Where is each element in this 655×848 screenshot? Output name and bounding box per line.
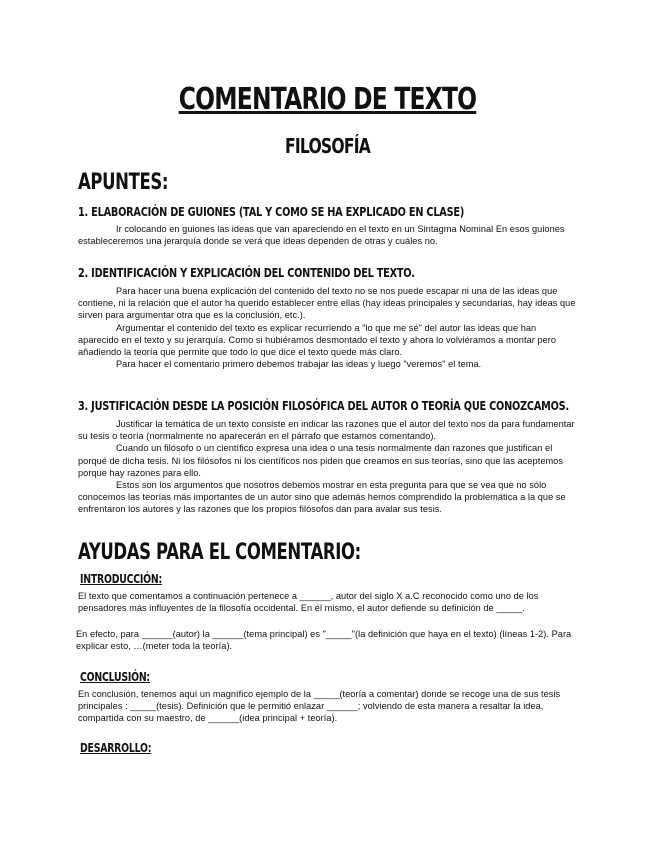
conclusion-paragraph: En conclusión, tenemos aquí un magnífico ejemplo de la _____(teoría a comentar) donde se recoge una de sus tesis principales : _____(tesis). Definición que le permitió enlazar ______; volviendo de esta manera a resaltar la idea, compartida con su maestro, de ______(idea principal + teoría). — [78, 689, 561, 724]
section-1-body — [78, 223, 578, 247]
section-1-paragraph: Ir colocando en guiones las ideas que van apareciendo en el texto en un Sintagma Nominal En esos guiones estableceremos una jerarquía donde se verá que ideas dependen de otras y cuáles no. — [78, 224, 565, 247]
page-title: COMENTARIO DE TEXTO — [178, 82, 477, 117]
section-3-heading: 3. JUSTIFICACIÓN DESDE LA POSICIÓN FILOSÓFICA DEL AUTOR O TEORÍA QUE CONOZCAMOS. — [78, 398, 569, 413]
introduccion-body — [78, 590, 578, 614]
apuntes-heading: APUNTES: — [78, 170, 169, 195]
conclusion-body — [78, 688, 578, 725]
introduccion-paragraph-2: En efecto, para ______(autor) la ______(tema principal) es "_____"(la definición que haya en el texto) (líneas 1-2). Para explicar esto, …(meter toda la teoría). — [76, 629, 572, 652]
section-3-paragraph-1: Justificar la temática de un texto consiste en indicar las razones que el autor del texto nos da para fundamentar su tesis o teoría (normalmente no aparecerán en el párrafo que estamos comentando). — [78, 419, 575, 442]
page-subtitle: FILOSOFÍA — [284, 134, 371, 158]
section-3-body — [78, 418, 578, 516]
section-2-body — [78, 285, 578, 370]
introduccion-body-2 — [76, 628, 580, 652]
section-3-paragraph-2: Cuando un filósofo o un científico expresa una idea o una tesis normalmente dan razones que justifican el porqué de dicha tesis. Ni los filósofos ni los científicos nos piden que creamos en sus teorías, sino que las aceptemos porque hay razones para ello. — [78, 443, 563, 478]
introduccion-paragraph-1: El texto que comentamos a continuación pertenece a ______, autor del siglo X a.C reconocido como uno de los pensadores más influyentes de la filosofía occidental. En él mismo, el autor defiende su definición de _____. — [78, 591, 539, 614]
section-1-heading: 1. ELABORACIÓN DE GUIONES (TAL Y COMO SE HA EXPLICADO EN CLASE) — [78, 204, 465, 219]
section-2-paragraph-1: Para hacer una buena explicación del contenido del texto no se nos puede escapar ni una de las ideas que contiene, ni la relación que el autor ha querido establecer entre ellas (hay ideas principales y secundarias, hay ideas que sirven para argumentar otra que es la conclusión, etc.). — [78, 286, 576, 321]
section-2-paragraph-2: Argumentar el contenido del texto es explicar recurriendo a "lo que me sé" del autor las ideas que han aparecido en el texto y su jerarquía. Como si hubiéramos desmontado el texto y ahora lo volviéramos a montar pero añadiendo la teoría que permite que todo lo que dice el texto quede más claro. — [78, 322, 557, 358]
conclusion-heading: CONCLUSIÓN: — [80, 670, 150, 684]
section-3-paragraph-3: Estos son los argumentos que nosotros debemos mostrar en esta pregunta para que se vea que no sólo conocemos las teorías más importantes de un autor sino que además hemos comprendido la problemática a la que se enfrentaron los autores y las razones que los propios filósofos dan para avalar sus tesis. — [78, 480, 566, 515]
introduccion-heading: INTRODUCCIÓN: — [80, 572, 162, 586]
desarrollo-heading: DESARROLLO: — [80, 741, 152, 755]
ayudas-heading: AYUDAS PARA EL COMENTARIO: — [78, 540, 361, 565]
section-2-paragraph-3: Para hacer el comentario primero debemos trabajar las ideas y luego "veremos" el tema. — [116, 359, 482, 370]
section-2-heading: 2. IDENTIFICACIÓN Y EXPLICACIÓN DEL CONTENIDO DEL TEXTO. — [78, 265, 415, 280]
